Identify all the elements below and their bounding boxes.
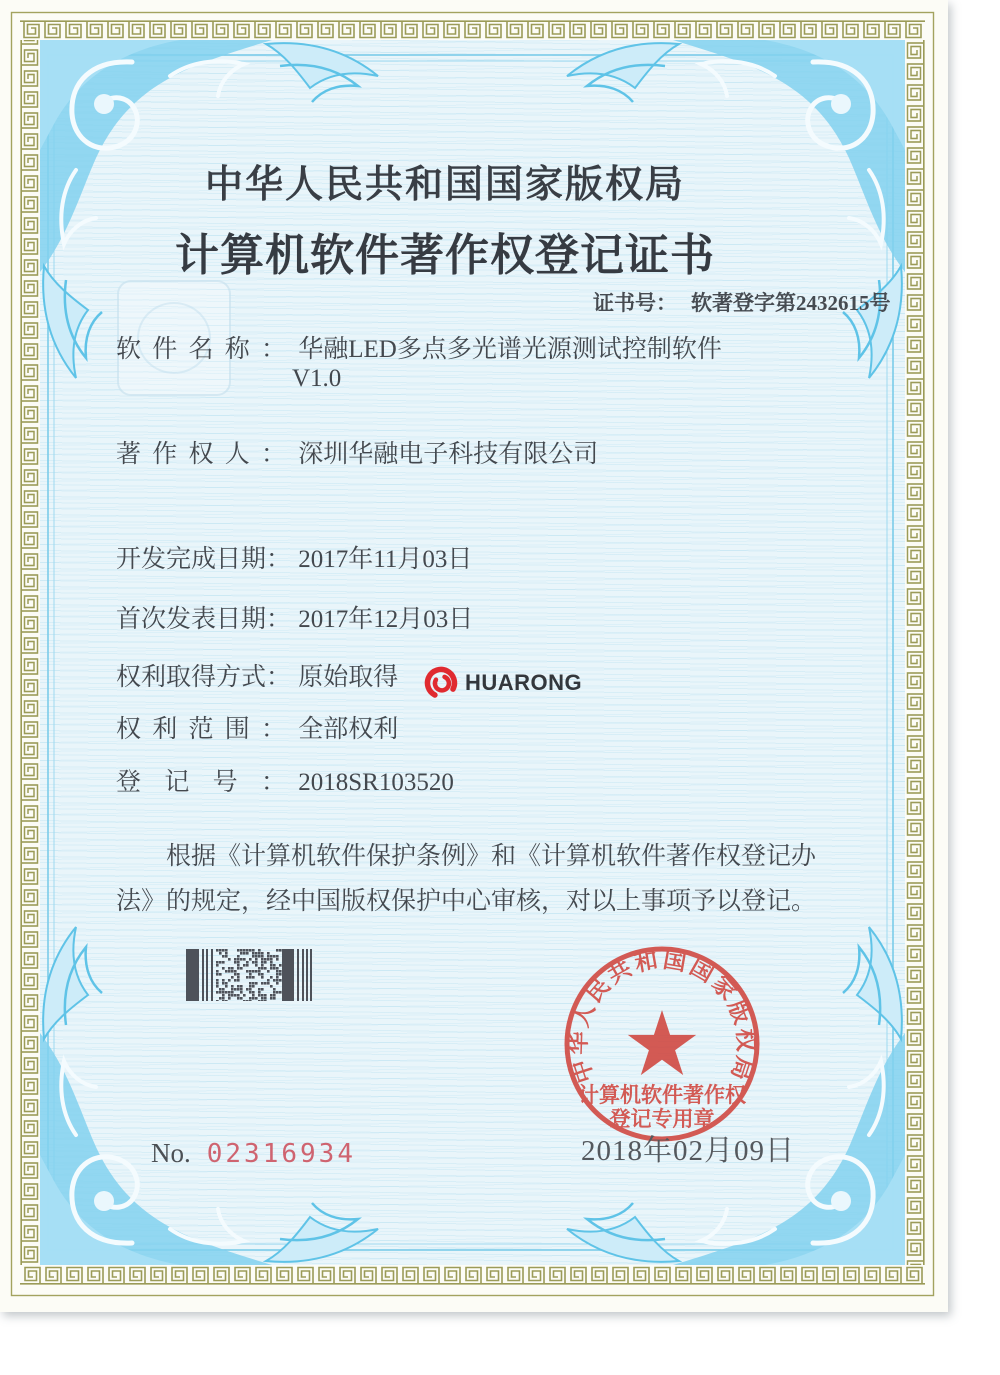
field-value: 全部权利: [298, 716, 399, 743]
registration-statement: 根据《计算机软件保护条例》和《计算机软件著作权登记办法》的规定，经中国版权保护中心审核，对以上事项予以登记。: [116, 843, 817, 915]
serial-number-line: [151, 1138, 356, 1169]
field-label: 登记号：: [116, 769, 286, 796]
field-value: 2017年11月03日: [298, 546, 473, 573]
field-label: 软件名称：: [116, 336, 286, 363]
field-row-rights-scope: [116, 709, 398, 745]
field-row-software-name: [116, 329, 722, 365]
issue-date: 2018年02月09日: [581, 1135, 796, 1167]
authority-title: 中华人民共和国国家版权局: [204, 164, 685, 206]
huarong-logo: [424, 666, 582, 700]
field-value: 2018SR103520: [298, 769, 454, 796]
official-seal-stamp: [556, 942, 768, 1154]
field-row-dev-complete-date: [116, 539, 472, 575]
field-row-registration-number: [116, 762, 454, 798]
seal-line2: 登记专用章: [609, 1107, 715, 1131]
2d-barcode: [186, 949, 320, 1001]
serial-number: 02316934: [206, 1139, 356, 1169]
certificate-number-line: [593, 287, 891, 317]
field-value: 深圳华融电子科技有限公司: [298, 441, 599, 468]
field-value: 2017年12月03日: [298, 606, 474, 633]
field-label: 首次发表日期：: [116, 606, 292, 633]
field-value: 原始取得: [298, 664, 399, 691]
field-value: 华融LED多点多光谱光源测试控制软件: [298, 336, 722, 363]
huarong-swirl-icon: [424, 666, 458, 700]
field-row-first-publish-date: [116, 599, 473, 635]
field-label: 权利取得方式：: [116, 664, 292, 691]
certificate-title: 计算机软件著作权登记证书: [175, 231, 715, 280]
seal-ring-text: 中华人民共和国国家版权局: [565, 947, 759, 1086]
seal-line1: 计算机软件著作权: [578, 1083, 746, 1107]
software-version: V1.0: [292, 365, 342, 392]
field-label: 权利范围：: [116, 716, 286, 743]
certificate-number-value: 软著登字第2432615号: [691, 291, 891, 315]
field-row-copyright-owner: [116, 434, 598, 470]
field-row-rights-acquisition: [116, 657, 398, 693]
field-label: 著作权人：: [116, 441, 286, 468]
star-icon: [628, 1010, 696, 1075]
serial-prefix: No.: [151, 1138, 191, 1168]
huarong-logo-text: HUARONG: [465, 670, 583, 695]
field-label: 开发完成日期：: [116, 546, 292, 573]
certificate-number-label: 证书号：: [593, 291, 677, 315]
